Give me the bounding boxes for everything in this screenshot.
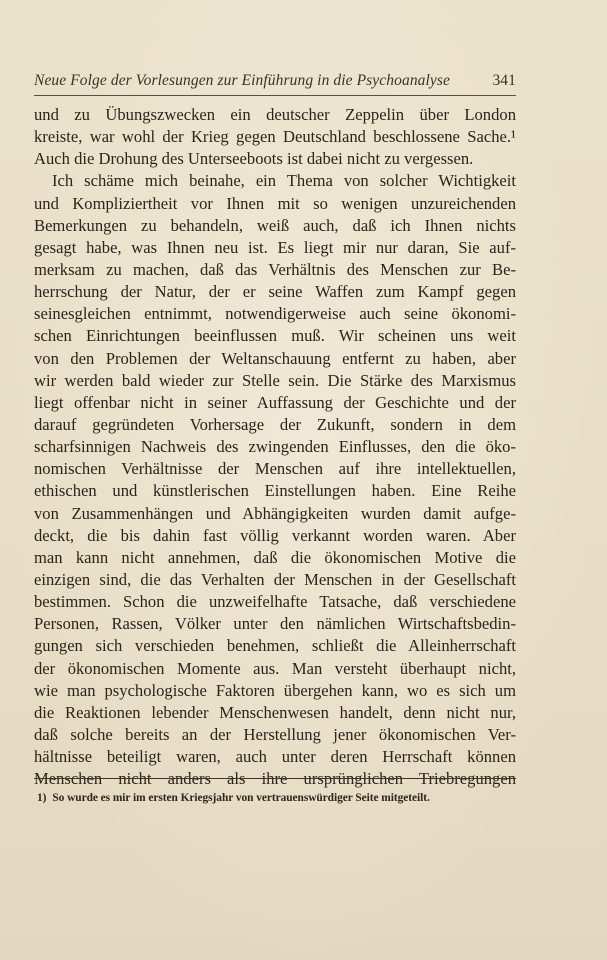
footnote-marker: 1) bbox=[37, 792, 47, 804]
text-line: Bemerkungen zu behandeln, weiß auch, daß ich Ihnen nichts bbox=[34, 215, 516, 235]
text-line: deckt, die bis dahin fast völlig verkannt worden waren. Aber bbox=[34, 525, 516, 545]
text-line: ethischen und künstlerischen Einstellungen haben. Eine Reihe bbox=[34, 481, 516, 501]
footnote bbox=[34, 791, 516, 805]
text-line: man kann nicht annehmen, daß die ökonomischen Motive die bbox=[34, 547, 516, 567]
text-line: Auch die Drohung des Unterseeboots ist dabei nicht zu vergessen. bbox=[34, 149, 474, 169]
text-line: seinesgleichen entnimmt, notwendigerweise auch seine ökonomi- bbox=[34, 304, 516, 324]
text-line: hältnisse beteiligt waren, auch unter deren Herrschaft können bbox=[34, 747, 516, 767]
text-line: bestimmen. Schon die unzweifelhafte Tatsache, daß verschiedene bbox=[34, 592, 516, 612]
text-line: darauf gegründeten Vorhersage der Zukunft, sondern in dem bbox=[34, 414, 516, 434]
header-rule bbox=[34, 95, 516, 96]
text-line: gungen sich verschieden benehmen, schließt die Alleinherrschaft bbox=[34, 636, 516, 656]
text-line: herrschung der Natur, der er seine Waffen zum Kampf gegen bbox=[34, 282, 516, 302]
text-line: die Reaktionen lebender Menschenwesen handelt, denn nicht nur, bbox=[34, 702, 516, 722]
text-line: und Kompliziertheit vor Ihnen mit so wenigen unzureichenden bbox=[34, 193, 516, 213]
text-line: einzigen sind, die das Verhalten der Menschen in der Gesellschaft bbox=[34, 569, 516, 589]
text-line: scharfsinnigen Nachweis des zwingenden Einflusses, den die öko- bbox=[34, 437, 516, 457]
text-line: Menschen nicht anders als ihre ursprünglichen Triebregungen bbox=[34, 769, 516, 789]
text-line: kreiste, war wohl der Krieg gegen Deutschland beschlossene Sache.¹ bbox=[34, 127, 516, 147]
text-line: wir werden bald wieder zur Stelle sein. Die Stärke des Marxismus bbox=[34, 370, 516, 390]
text-line: Personen, Rassen, Völker unter den nämlichen Wirtschaftsbedin- bbox=[34, 614, 516, 634]
text-line: der ökonomischen Momente aus. Man versteht überhaupt nicht, bbox=[34, 658, 516, 678]
text-line: nomischen Verhältnisse der Menschen auf ihre intellektuellen, bbox=[34, 459, 516, 479]
text-line: liegt offenbar nicht in seiner Auffassung der Geschichte und der bbox=[34, 392, 516, 412]
text-line: gesagt habe, was Ihnen neu ist. Es liegt mir nur daran, Sie auf- bbox=[34, 237, 516, 257]
text-line: und zu Übungszwecken ein deutscher Zeppelin über London bbox=[34, 105, 516, 124]
text-line: von den Problemen der Weltanschauung entfernt zu haben, aber bbox=[34, 348, 516, 368]
text-line: daß solche bereits an der Herstellung jener ökonomischen Ver- bbox=[34, 724, 516, 744]
footnote-text: So wurde es mir im ersten Kriegsjahr von vertrauenswürdiger Seite mitgeteilt. bbox=[52, 792, 430, 804]
text-line: Ich schäme mich beinahe, ein Thema von solcher Wichtigkeit bbox=[52, 171, 516, 191]
running-head bbox=[34, 72, 516, 94]
body-text bbox=[34, 104, 516, 790]
text-line: von Zusammenhängen und Abhängigkeiten wurden damit aufge- bbox=[34, 503, 516, 523]
text-line: schen Einrichtungen beeinflussen muß. Wir scheinen uns weit bbox=[34, 326, 516, 346]
text-line: wie man psychologische Faktoren übergehen kann, wo es sich um bbox=[34, 680, 516, 700]
running-head-title: Neue Folge der Vorlesungen zur Einführung in die Psychoanalyse bbox=[34, 72, 451, 89]
page-number: 341 bbox=[492, 72, 516, 89]
text-line: merksam zu machen, daß das Verhältnis des Menschen zur Be- bbox=[34, 259, 516, 279]
footnote-rule bbox=[34, 778, 516, 779]
